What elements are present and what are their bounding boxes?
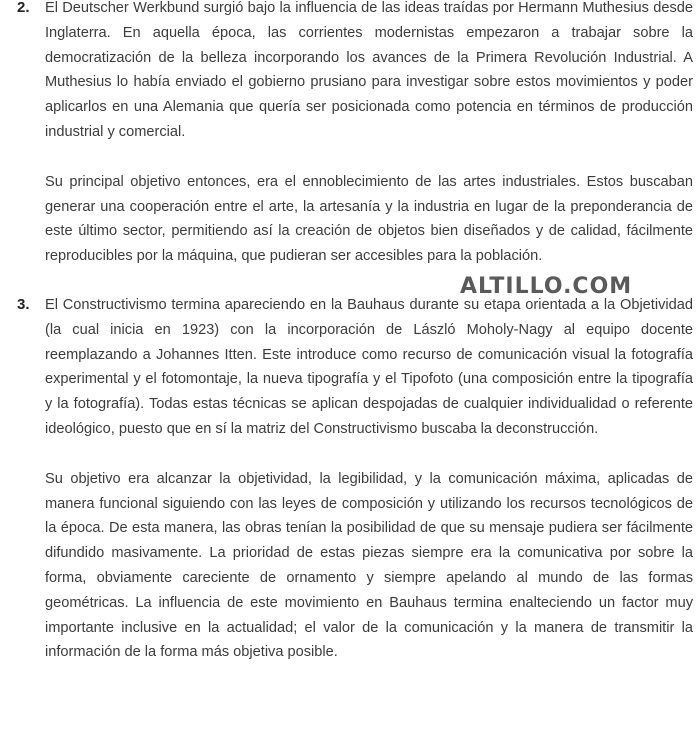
paragraph: Su objetivo era alcanzar la objetividad, la legibilidad, y la comunicación máxima, aplicadas de manera funcional siguiendo con las leyes de composición y utilizando los recursos tecnológicos de la época. De esta manera, las obras tenían la posibilidad de que su mensaje pudiera ser fácilmente difundido masivamente. La prioridad de estas piezas siempre era la comunicativa por sobre la forma, obviamente careciente de ornamento y siempre apelando al mundo de las formas geométricas. La influencia de este movimiento en Bauhaus termina enalteciendo un factor muy importante inclusive en la actualidad; el valor de la comunicación y la manera de transmitir la información de la forma más objetiva posible. <box>45 470 693 661</box>
list-number: 3. <box>17 295 30 313</box>
paragraph: El Deutscher Werkbund surgió bajo la influencia de las ideas traídas por Hermann Muthesius desde Inglaterra. En aquella época, las corrientes modernistas empezaron a trabajar sobre la democratización de la belleza incorporando los avances de la Primera Revolución Industrial. A Muthesius lo había enviado el gobierno prusiano para investigar sobre estos movimientos y poder aplicarlos en una Alemania que quería ser posicionada como potencia en términos de producción industrial y comercial. <box>45 0 693 140</box>
list-item <box>0 293 700 665</box>
paragraph: Su principal objetivo entonces, era el ennoblecimiento de las artes industriales. Estos buscaban generar una cooperación entre el arte, la artesanía y la industria en lugar de la preponderancia de este último sector, permitiendo así la creación de objetos bien diseñados y de calidad, fácilmente reproducibles por la máquina, que pudieran ser accesibles para la población. <box>45 173 693 265</box>
paragraph: El Constructivismo termina apareciendo en la Bauhaus durante su etapa orientada a la Objetividad (la cual inicia en 1923) con la incorporación de László Moholy-Nagy al equipo docente reemplazando a Johannes Itten. Este introduce como recurso de comunicación visual la fotografía experimental y el fotomontaje, la nueva tipografía y el Tipofoto (una composición entre la tipografía y la fotografía). Todas estas técnicas se aplican despojadas de cualquier individualidad o referente ideológico, puesto que en sí la matriz del Constructivismo buscaba la deconstrucción. <box>45 296 693 437</box>
list-item <box>0 0 700 269</box>
watermark: ALTILLO.COM <box>460 274 633 299</box>
list-number: 2. <box>17 0 30 16</box>
